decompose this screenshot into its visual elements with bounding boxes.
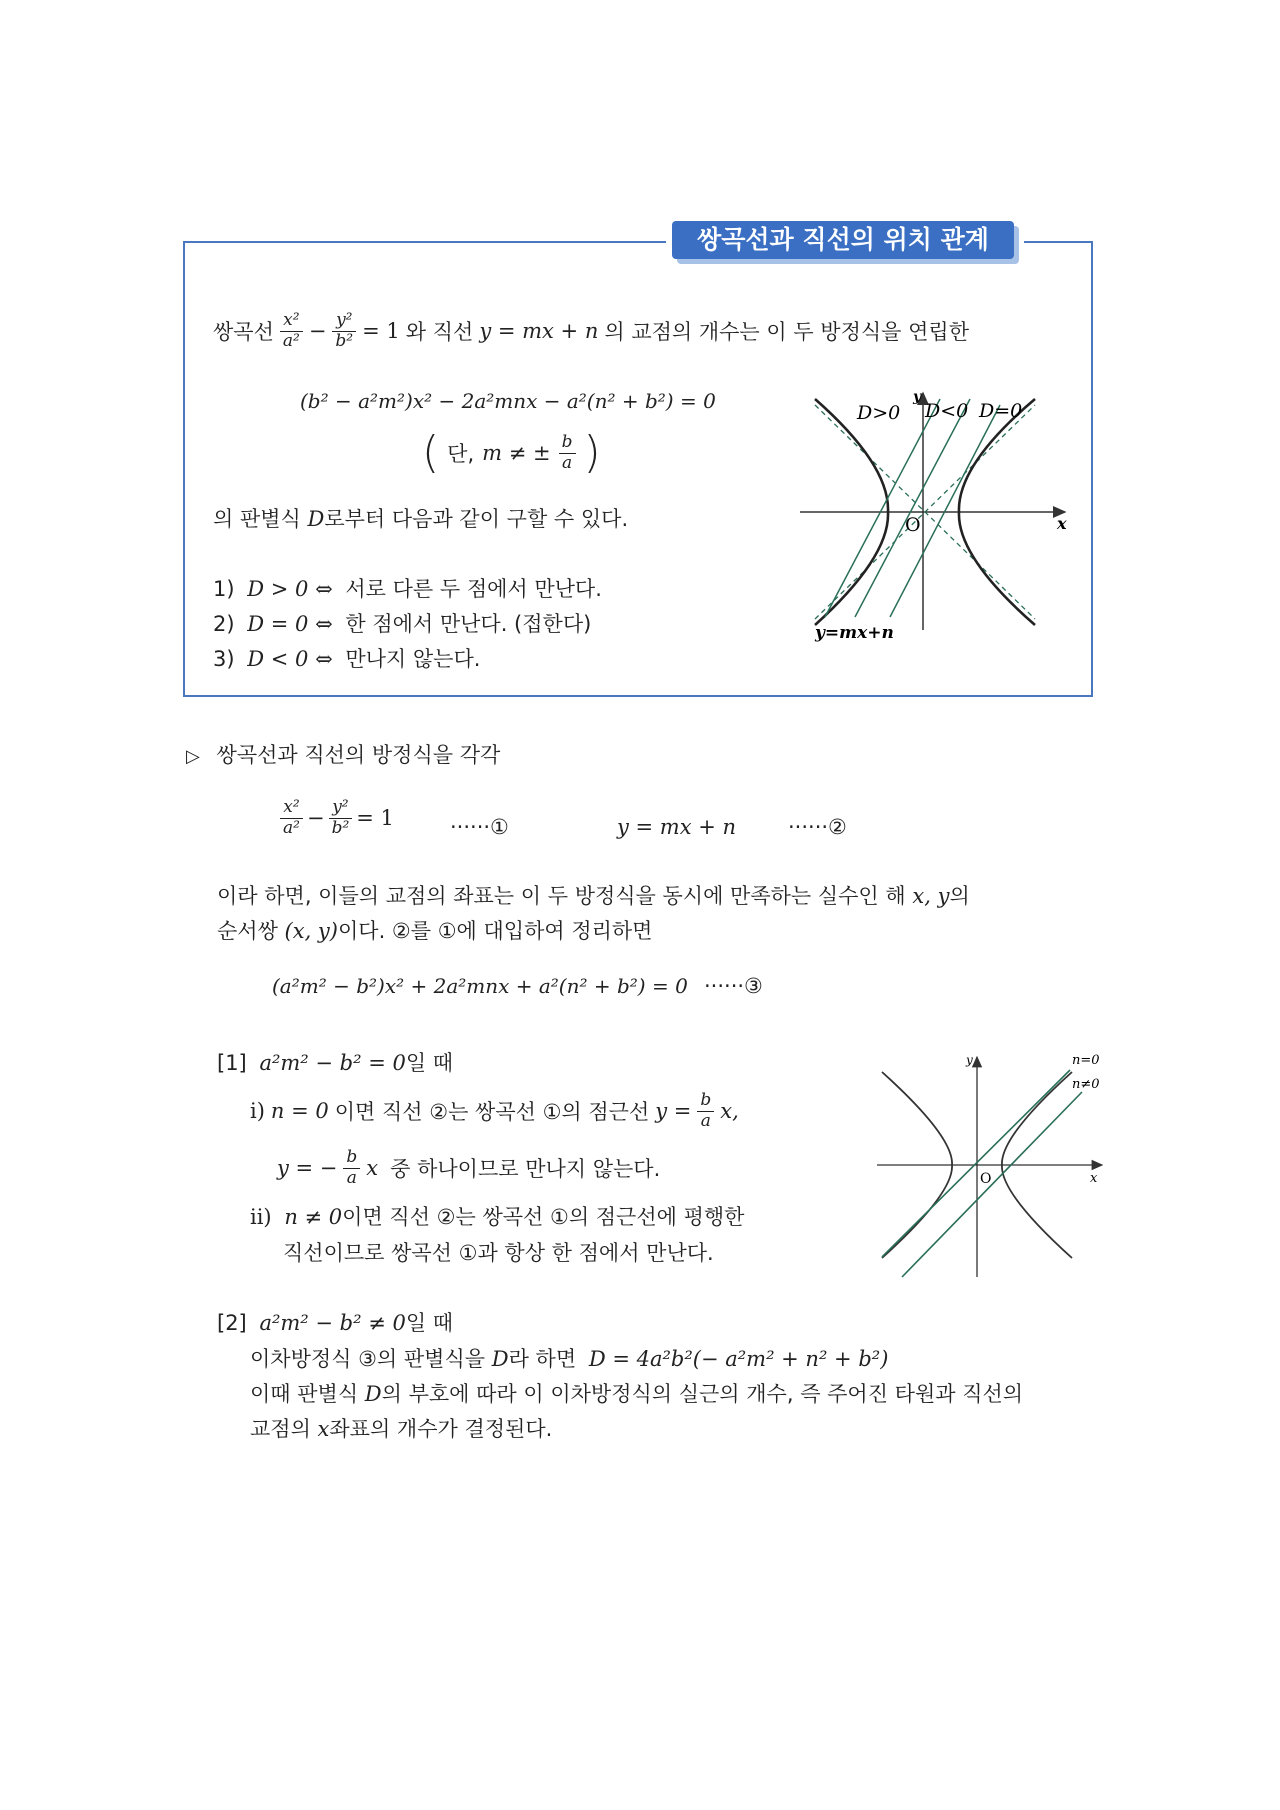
condition-fraction xyxy=(559,433,576,473)
label-x: x xyxy=(1090,1171,1098,1186)
case-num: 2) xyxy=(213,612,235,636)
discriminant-var: D xyxy=(307,507,325,531)
lead-text: 쌍곡선과 직선의 방정식을 각각 xyxy=(216,743,501,767)
case-text: 서로 다른 두 점에서 만난다. xyxy=(345,577,602,601)
eq1-minus: − xyxy=(306,806,325,830)
paren-open: ( xyxy=(422,427,440,478)
intro-fraction-y xyxy=(332,311,356,351)
frac-den: a² xyxy=(282,330,300,351)
hyperbola-graph-2 xyxy=(872,1052,1112,1282)
case-2-line-1 xyxy=(250,1343,888,1373)
label-line: y=mx+n xyxy=(815,623,894,643)
intro-suffix: 의 교점의 개수는 이 두 방정식을 연립한 xyxy=(604,320,969,344)
frac-num: x² xyxy=(280,311,303,332)
frac-den: a xyxy=(561,452,573,473)
case-text: 한 점에서 만난다. (접한다) xyxy=(345,612,592,636)
condition-expr: m ≠ ± xyxy=(482,441,551,465)
equation-2: y = mx + n xyxy=(617,815,737,839)
c1-math: a²m² − b² = 0 xyxy=(259,1051,406,1075)
i2-y: y = − xyxy=(277,1156,338,1180)
case-math: D > 0 ⇔ xyxy=(247,577,333,601)
frac-den: a² xyxy=(283,817,300,838)
label-y: y xyxy=(966,1053,973,1067)
label-n-zero: n=0 xyxy=(1072,1053,1100,1068)
i-fraction xyxy=(697,1091,714,1131)
line-d-zero xyxy=(890,405,1000,617)
p2-text-a: 순서쌍 xyxy=(217,919,278,943)
label-origin: O xyxy=(905,514,921,536)
ii-math: n ≠ 0 xyxy=(284,1205,343,1229)
frac-den: b² xyxy=(331,817,350,838)
i2-text: 중 하나이므로 만나지 않는다. xyxy=(390,1157,661,1181)
i-math: n = 0 xyxy=(270,1099,329,1123)
case-1 xyxy=(213,573,602,603)
case-2-line-2 xyxy=(250,1378,1023,1408)
c2-l3-text-a: 교점의 xyxy=(250,1417,311,1441)
frac-den: a xyxy=(346,1167,357,1188)
c2-l3-text-b: 좌표의 개수가 결정된다. xyxy=(329,1417,553,1441)
hyperbola-graph-1 xyxy=(795,385,1075,645)
c2-l1-text-a: 이차방정식 ③의 판별식을 xyxy=(250,1347,486,1371)
label-d-positive: D>0 xyxy=(857,402,901,424)
frac-num: y² xyxy=(332,311,356,332)
label-origin: O xyxy=(980,1171,992,1187)
discriminant-b: 로부터 다음과 같이 구할 수 있다. xyxy=(324,507,629,531)
c2-l2-text-a: 이때 판별식 xyxy=(250,1382,359,1406)
frac-num: b xyxy=(697,1091,714,1112)
c2-l1-d: D xyxy=(491,1347,509,1371)
p1-text-b: 의 xyxy=(949,884,970,908)
eq1-fraction-y xyxy=(329,798,353,838)
frac-num: x² xyxy=(280,798,303,819)
equation-2-tag: ······② xyxy=(788,815,847,839)
p2-text-b: 이다. ②를 ①에 대입하여 정리하면 xyxy=(338,919,653,943)
i2-x: x xyxy=(366,1156,379,1180)
frac-den: b² xyxy=(335,330,354,351)
paren-close: ) xyxy=(583,427,601,478)
c1-text: 일 때 xyxy=(405,1051,454,1075)
case-2-line-3 xyxy=(250,1413,552,1443)
intro-minus: − xyxy=(308,319,327,343)
paragraph-line-1 xyxy=(217,880,970,910)
i-label: i) xyxy=(250,1099,265,1123)
p1-xy: x, y xyxy=(912,884,950,908)
subcase-i xyxy=(250,1083,739,1139)
case-num: 3) xyxy=(213,647,235,671)
c2-l1-formula: D = 4a²b²(− a²m² + n² + b²) xyxy=(588,1347,889,1371)
intro-eq: = 1 xyxy=(362,319,400,343)
box-condition xyxy=(422,428,601,478)
condition-prefix: 단, xyxy=(447,442,475,466)
subcase-i-line-2 xyxy=(277,1140,660,1196)
p1-text-a: 이라 하면, 이들의 교점의 좌표는 이 두 방정식을 동시에 만족하는 실수인 해 xyxy=(217,884,906,908)
c2-l2-d: D xyxy=(364,1382,382,1406)
equation-1-tag: ······① xyxy=(450,815,509,839)
label-n-nonzero: n≠0 xyxy=(1072,1077,1100,1092)
ii-label: ii) xyxy=(250,1205,272,1229)
discriminant-a: 의 판별식 xyxy=(213,507,301,531)
intro-mid: 와 직선 xyxy=(405,320,474,344)
i-text: 이면 직선 ②는 쌍곡선 ①의 점근선 xyxy=(334,1100,650,1124)
frac-num: y² xyxy=(329,798,353,819)
case-2 xyxy=(213,608,591,638)
intro-line xyxy=(213,306,969,356)
case-math: D = 0 ⇔ xyxy=(247,612,333,636)
c2-l3-x: x xyxy=(317,1417,330,1441)
p2-pair: (x, y) xyxy=(284,919,338,943)
i-y: y = xyxy=(655,1099,692,1123)
i-x: x, xyxy=(720,1099,739,1123)
ii-text: 이면 직선 ②는 쌍곡선 ①의 점근선에 평행한 xyxy=(342,1205,745,1229)
intro-fraction-x xyxy=(280,311,303,351)
c2-l2-text-b: 의 부호에 따라 이 이차방정식의 실근의 개수, 즉 주어진 타원과 직선의 xyxy=(381,1382,1024,1406)
label-d-zero: D=0 xyxy=(979,400,1023,422)
intro-line-eq: y = mx + n xyxy=(479,319,599,343)
frac-num: b xyxy=(559,433,576,454)
box-title: 쌍곡선과 직선의 위치 관계 xyxy=(672,221,1014,259)
i2-fraction xyxy=(343,1148,360,1188)
case-1-heading xyxy=(217,1047,453,1077)
c1-label: [1] xyxy=(217,1051,247,1075)
label-d-negative: D<0 xyxy=(925,400,969,422)
discriminant-line xyxy=(213,503,628,533)
c2-text: 일 때 xyxy=(405,1311,454,1335)
case-text: 만나지 않는다. xyxy=(345,647,481,671)
equation-3-tag: ······③ xyxy=(704,974,763,998)
label-x: x xyxy=(1057,514,1067,533)
line-d-negative xyxy=(855,399,970,617)
paragraph-line-2 xyxy=(217,915,652,945)
bullet-icon: ▷ xyxy=(186,746,200,767)
c2-math: a²m² − b² ≠ 0 xyxy=(259,1311,406,1335)
case-math: D < 0 ⇔ xyxy=(247,647,333,671)
equation-3: (a²m² − b²)x² + 2a²mnx + a²(n² + b²) = 0 xyxy=(272,974,688,998)
eq1-rest: = 1 xyxy=(356,806,394,830)
section-lead xyxy=(186,739,500,769)
case-2-heading xyxy=(217,1307,453,1337)
intro-prefix: 쌍곡선 xyxy=(213,320,274,344)
c2-l1-text-b: 라 하면 xyxy=(508,1347,577,1371)
eq1-fraction-x xyxy=(280,798,303,838)
case-3 xyxy=(213,643,480,673)
label-y: y xyxy=(913,389,922,405)
frac-num: b xyxy=(343,1148,360,1169)
box-equation: (b² − a²m²)x² − 2a²mnx − a²(n² + b²) = 0 xyxy=(300,389,716,413)
subcase-ii xyxy=(250,1201,744,1231)
subcase-ii-line-2: 직선이므로 쌍곡선 ①과 항상 한 점에서 만난다. xyxy=(283,1241,714,1265)
frac-den: a xyxy=(700,1110,711,1131)
c2-label: [2] xyxy=(217,1311,247,1335)
equation-1 xyxy=(280,790,394,846)
case-num: 1) xyxy=(213,577,235,601)
